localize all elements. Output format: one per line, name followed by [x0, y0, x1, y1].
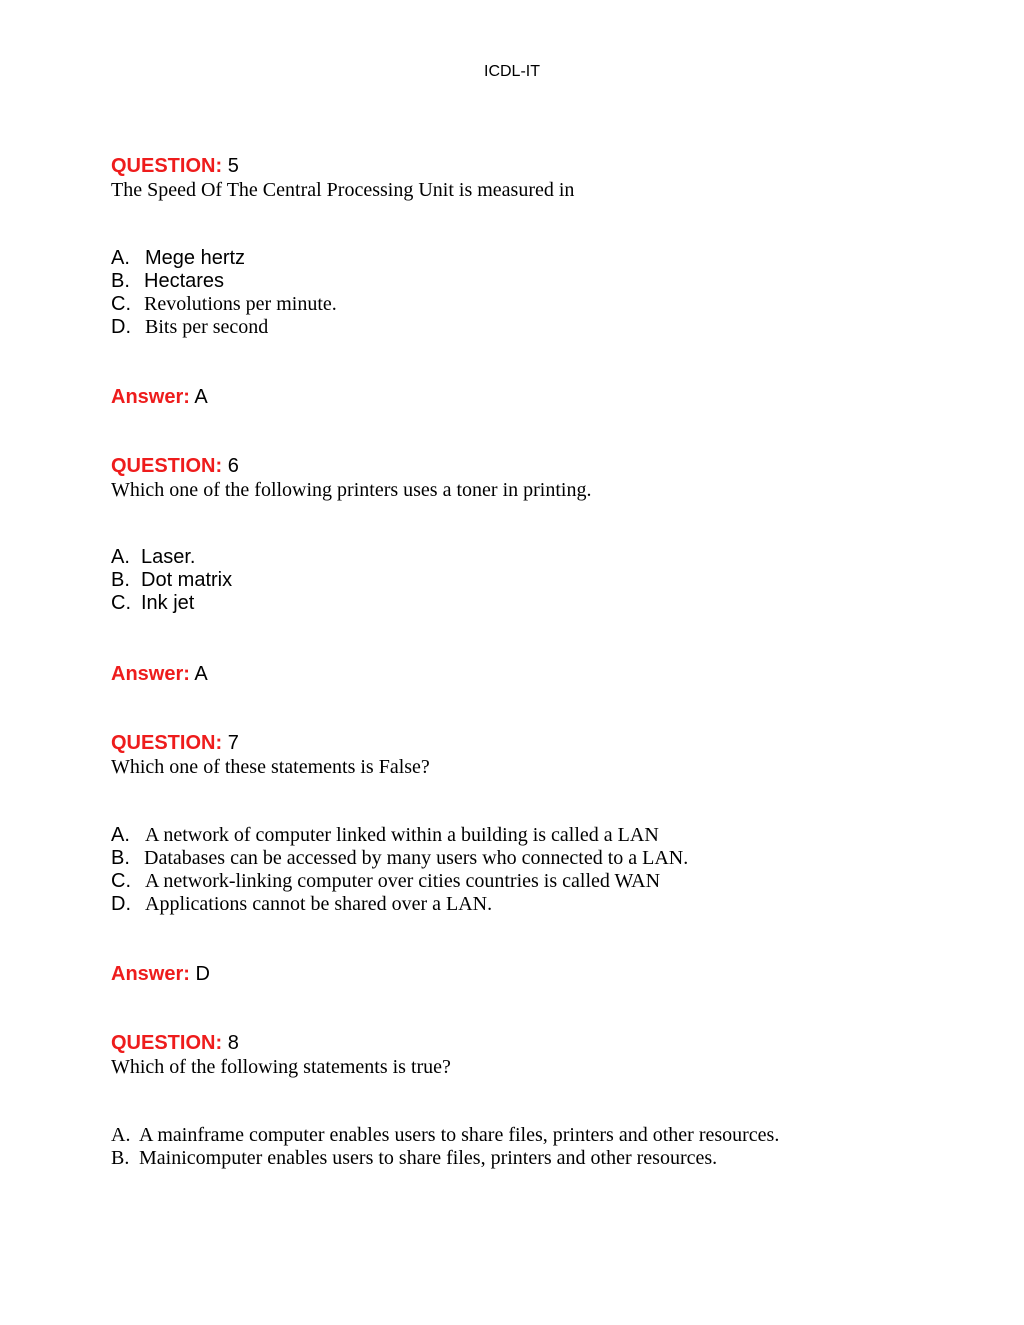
- option-text: A network-linking computer over cities countries is called WAN: [145, 870, 661, 892]
- question-block-7: [111, 731, 430, 779]
- question-number: 7: [227, 732, 239, 754]
- option-text: Hectares: [144, 270, 225, 292]
- question-block-8: [111, 1031, 451, 1079]
- option-b: [111, 1147, 779, 1170]
- option-text: Databases can be accessed by many users who connected to a LAN.: [144, 847, 689, 869]
- question-number: 8: [227, 1032, 239, 1054]
- question-text: Which one of these statements is False?: [111, 756, 430, 778]
- question-text: The Speed Of The Central Processing Unit is measured in: [111, 179, 575, 201]
- options-list-6: [111, 546, 232, 615]
- option-letter: B.: [111, 270, 130, 292]
- question-label: QUESTION:: [111, 455, 223, 477]
- option-text: Mainicomputer enables users to share files, printers and other resources.: [139, 1147, 718, 1169]
- option-letter: D.: [111, 316, 131, 338]
- answer-label: Answer:: [111, 663, 190, 685]
- question-number: 5: [227, 155, 239, 177]
- option-letter: C.: [111, 293, 131, 315]
- option-a: [111, 1124, 779, 1147]
- options-list-5: [111, 247, 337, 339]
- question-heading: [111, 154, 574, 178]
- option-letter: D.: [111, 893, 131, 915]
- options-list-7: [111, 824, 688, 916]
- option-text: Applications cannot be shared over a LAN.: [145, 893, 493, 915]
- answer-label: Answer:: [111, 386, 190, 408]
- option-a: [111, 546, 232, 569]
- option-text: Dot matrix: [141, 569, 233, 591]
- page-header: ICDL-IT: [484, 63, 540, 80]
- option-text: A mainframe computer enables users to share files, printers and other resources.: [139, 1124, 780, 1146]
- option-letter: B.: [111, 569, 130, 591]
- question-label: QUESTION:: [111, 1032, 223, 1054]
- options-list-8: [111, 1124, 779, 1170]
- question-heading: [111, 1031, 451, 1055]
- option-text: Ink jet: [141, 592, 195, 614]
- answer-5: [111, 385, 208, 409]
- option-b: [111, 569, 232, 592]
- question-label: QUESTION:: [111, 732, 223, 754]
- answer-6: [111, 662, 208, 686]
- option-a: [111, 247, 337, 270]
- question-text: Which one of the following printers uses a toner in printing.: [111, 479, 592, 501]
- question-heading: [111, 731, 430, 755]
- answer-label: Answer:: [111, 963, 190, 985]
- option-letter: A.: [111, 247, 130, 269]
- question-label: QUESTION:: [111, 155, 223, 177]
- option-d: [111, 893, 688, 916]
- option-letter: A.: [111, 824, 130, 846]
- option-c: [111, 592, 232, 615]
- answer-value: A: [194, 663, 208, 685]
- question-number: 6: [227, 455, 239, 477]
- option-text: A network of computer linked within a building is called a LAN: [145, 824, 659, 846]
- option-b: [111, 270, 337, 293]
- option-text: Mege hertz: [145, 247, 246, 269]
- option-letter: C.: [111, 592, 131, 614]
- option-text: Laser.: [141, 546, 196, 568]
- option-letter: C.: [111, 870, 131, 892]
- question-block-5: [111, 154, 574, 202]
- option-text: Bits per second: [145, 316, 269, 338]
- option-c: [111, 293, 337, 316]
- option-c: [111, 870, 688, 893]
- question-heading: [111, 454, 591, 478]
- option-b: [111, 847, 688, 870]
- option-a: [111, 824, 688, 847]
- answer-7: [111, 962, 210, 986]
- option-letter: B.: [111, 1147, 130, 1169]
- option-letter: A.: [111, 1124, 131, 1146]
- option-letter: B.: [111, 847, 130, 869]
- option-text: Revolutions per minute.: [144, 293, 337, 315]
- question-block-6: [111, 454, 591, 502]
- option-d: [111, 316, 337, 339]
- question-text: Which of the following statements is true?: [111, 1056, 451, 1078]
- answer-value: A: [194, 386, 208, 408]
- option-letter: A.: [111, 546, 130, 568]
- answer-value: D: [195, 963, 210, 985]
